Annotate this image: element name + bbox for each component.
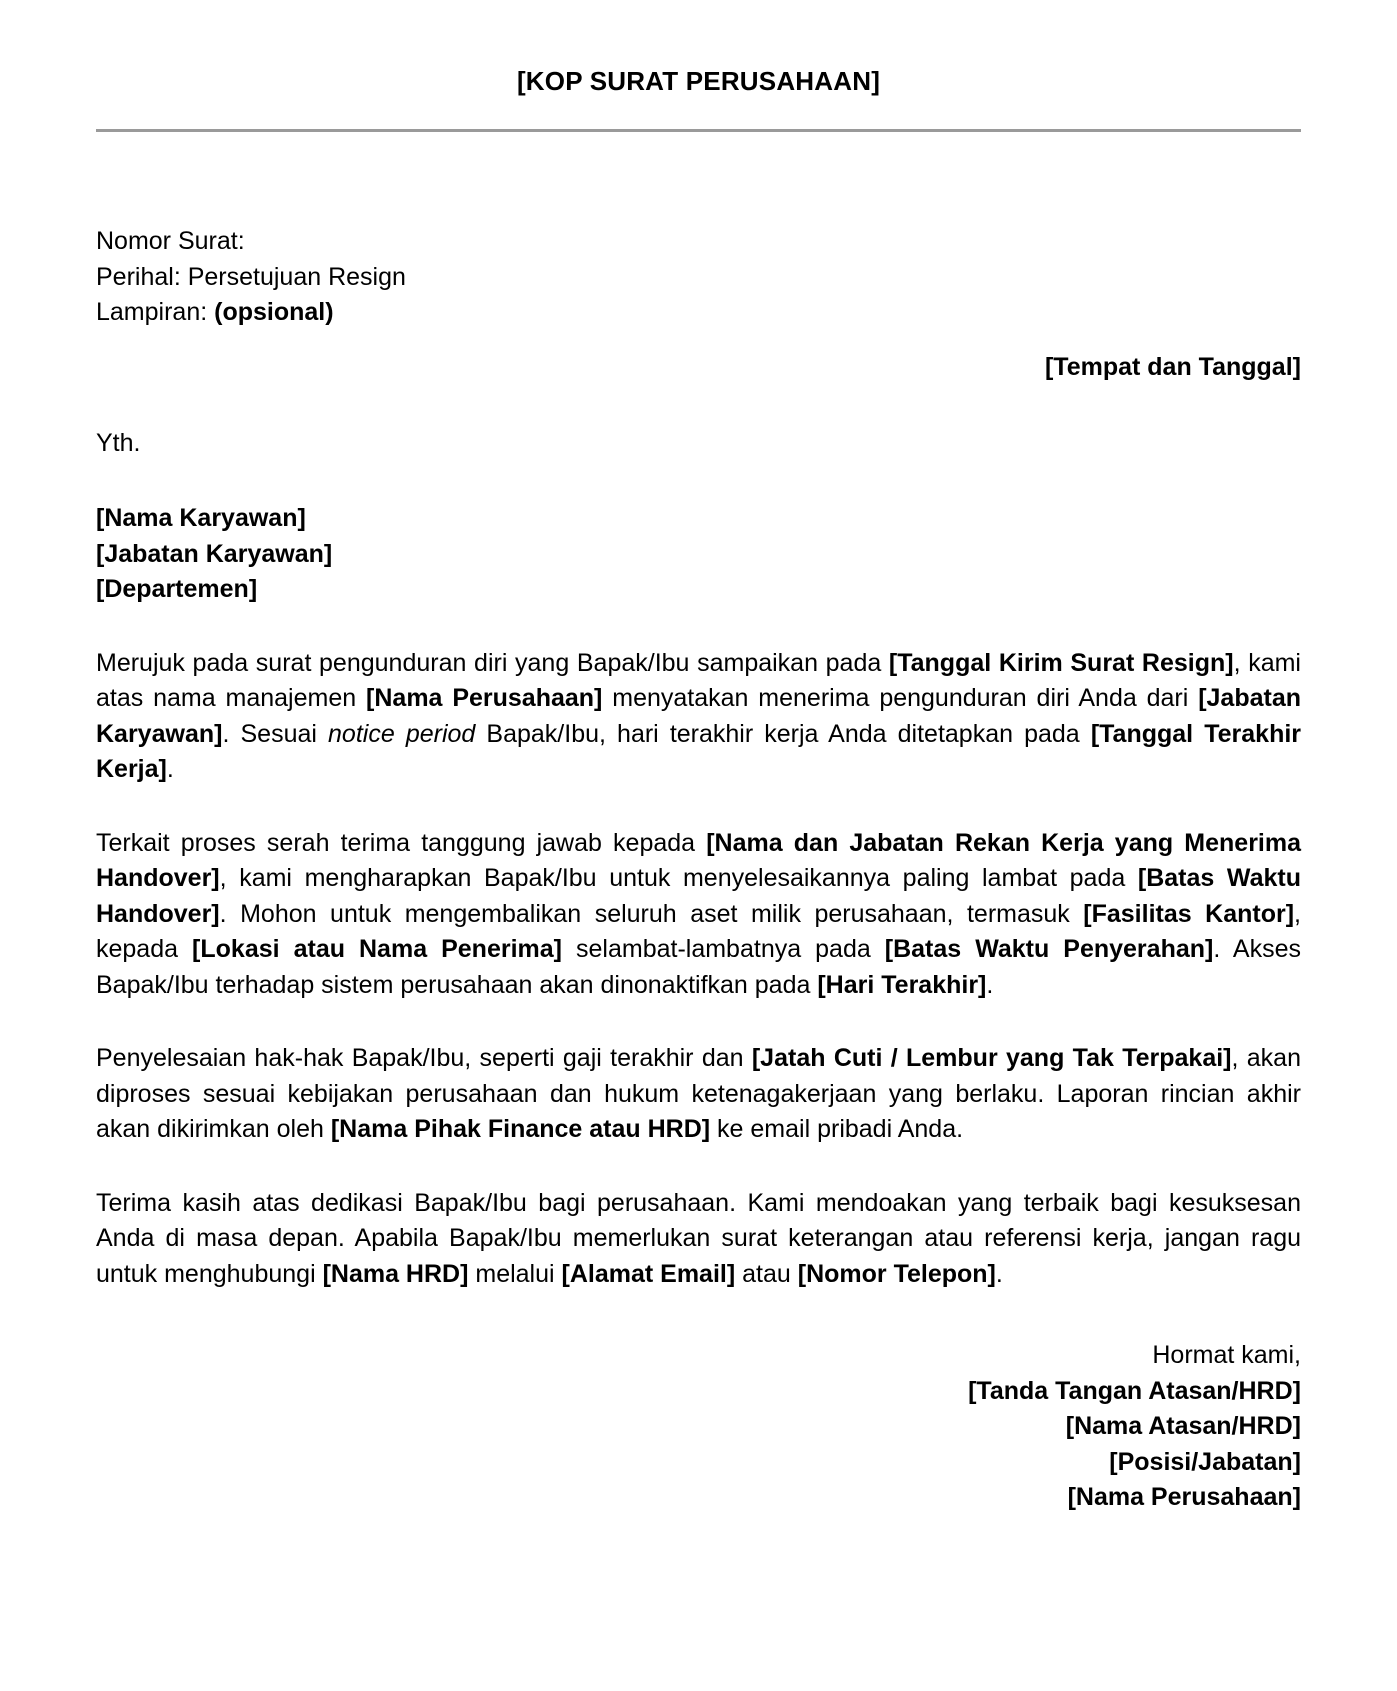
- p2-text-5: selambat-lambatnya pada: [562, 935, 885, 964]
- body-paragraph-4: [96, 1186, 1301, 1293]
- p1-text-2: , kami atas nama manajemen: [96, 648, 1301, 713]
- p1-text-5: Bapak/Ibu, hari terakhir kerja Anda ditetapkan pada: [475, 719, 1091, 748]
- placeholder-batas-waktu-handover: [Batas Waktu Handover]: [96, 864, 1301, 928]
- p4-text-1: Terima kasih atas dedikasi Bapak/Ibu bagi perusahaan. Kami mendoakan yang terbaik bagi kesuksesan Anda di masa depan. Apabila Bapak/Ibu memerlukan surat keterangan atau referensi kerja, jangan ragu untuk menghubungi: [96, 1188, 1301, 1288]
- p2-text-7: .: [986, 970, 994, 999]
- place-and-date: [Tempat dan Tanggal]: [1044, 352, 1301, 381]
- signature-company: [Nama Perusahaan]: [1067, 1483, 1301, 1512]
- p3-text-1: Penyelesaian hak-hak Bapak/Ibu, seperti gaji terakhir dan: [96, 1044, 752, 1073]
- p3-text-3: ke email pribadi Anda.: [710, 1115, 964, 1144]
- placeholder-nama-hrd: [Nama HRD]: [322, 1259, 469, 1288]
- meta-nomor-surat: Nomor Surat:: [96, 227, 245, 256]
- meta-lampiran-value: (opsional): [214, 298, 334, 327]
- p1-text-1: Merujuk pada surat pengunduran diri yang Bapak/Ibu sampaikan pada: [96, 648, 889, 677]
- placeholder-hari-terakhir: [Hari Terakhir]: [817, 970, 987, 999]
- placeholder-fasilitas-kantor: [Fasilitas Kantor]: [1083, 899, 1295, 928]
- meta-lampiran: [96, 295, 1301, 331]
- signature-block: [96, 1338, 1301, 1516]
- signature-regards: Hormat kami,: [1152, 1341, 1301, 1370]
- placeholder-rekan-kerja-handover: [Nama dan Jabatan Rekan Kerja yang Menerima Handover]: [96, 828, 1301, 893]
- placeholder-pihak-finance-hrd: [Nama Pihak Finance atau HRD]: [330, 1115, 711, 1144]
- placeholder-alamat-email: [Alamat Email]: [561, 1259, 736, 1288]
- p2-text-4: , kepada: [96, 899, 1301, 964]
- recipient-department: [Departemen]: [96, 575, 258, 604]
- placeholder-jatah-cuti-lembur: [Jatah Cuti / Lembur yang Tak Terpakai]: [751, 1044, 1232, 1073]
- p1-text-6: .: [166, 755, 174, 784]
- recipient-block: [96, 501, 1301, 608]
- body-paragraph-3: [96, 1041, 1301, 1148]
- p4-text-3: atau: [735, 1259, 798, 1288]
- signature-placeholder: [Tanda Tangan Atasan/HRD]: [968, 1376, 1301, 1405]
- p3-text-2: , akan diproses sesuai kebijakan perusahaan dan hukum ketenagakerjaan yang berlaku. Laporan rincian akhir akan dikirimkan oleh: [96, 1044, 1301, 1144]
- p1-text-3: menyatakan menerima pengunduran diri Anda dari: [602, 684, 1199, 713]
- placeholder-lokasi-nama-penerima: [Lokasi atau Nama Penerima]: [192, 935, 562, 964]
- salutation: Yth.: [96, 428, 141, 457]
- placeholder-tanggal-kirim-surat-resign: [Tanggal Kirim Surat Resign]: [888, 648, 1234, 677]
- placeholder-batas-waktu-penyerahan: [Batas Waktu Penyerahan]: [884, 935, 1214, 964]
- italic-notice-period: notice period: [328, 719, 476, 748]
- p1-text-4: . Sesuai: [222, 719, 329, 748]
- p4-text-4: .: [995, 1259, 1003, 1288]
- placeholder-jabatan-karyawan: [Jabatan Karyawan]: [96, 684, 1301, 748]
- recipient-position: [Jabatan Karyawan]: [96, 539, 333, 568]
- meta-lampiran-label: Lampiran:: [96, 298, 215, 327]
- p2-text-3: . Mohon untuk mengembalikan seluruh aset milik perusahaan, termasuk: [219, 899, 1084, 928]
- meta-perihal: Perihal: Persetujuan Resign: [96, 262, 406, 291]
- placeholder-nama-perusahaan: [Nama Perusahaan]: [366, 684, 603, 713]
- p4-text-2: melalui: [468, 1259, 562, 1288]
- p2-text-6: . Akses Bapak/Ibu terhadap sistem perusahaan akan dinonaktifkan pada: [96, 935, 1302, 999]
- signature-position: [Posisi/Jabatan]: [1109, 1447, 1301, 1476]
- body-paragraph-2: [96, 826, 1301, 1004]
- recipient-name: [Nama Karyawan]: [96, 504, 306, 533]
- placeholder-tanggal-terakhir-kerja: [Tanggal Terakhir Kerja]: [96, 719, 1302, 784]
- body-paragraph-1: [96, 646, 1301, 788]
- letterhead-divider: [96, 129, 1301, 132]
- p2-text-2: , kami mengharapkan Bapak/Ibu untuk menyelesaikannya paling lambat pada: [219, 864, 1138, 893]
- letter-meta-block: [96, 224, 1301, 331]
- signature-name: [Nama Atasan/HRD]: [1065, 1412, 1301, 1441]
- p2-text-1: Terkait proses serah terima tanggung jawab kepada: [96, 828, 707, 857]
- placeholder-nomor-telepon: [Nomor Telepon]: [797, 1259, 996, 1288]
- letterhead-title: [KOP SURAT PERUSAHAAN]: [516, 66, 881, 96]
